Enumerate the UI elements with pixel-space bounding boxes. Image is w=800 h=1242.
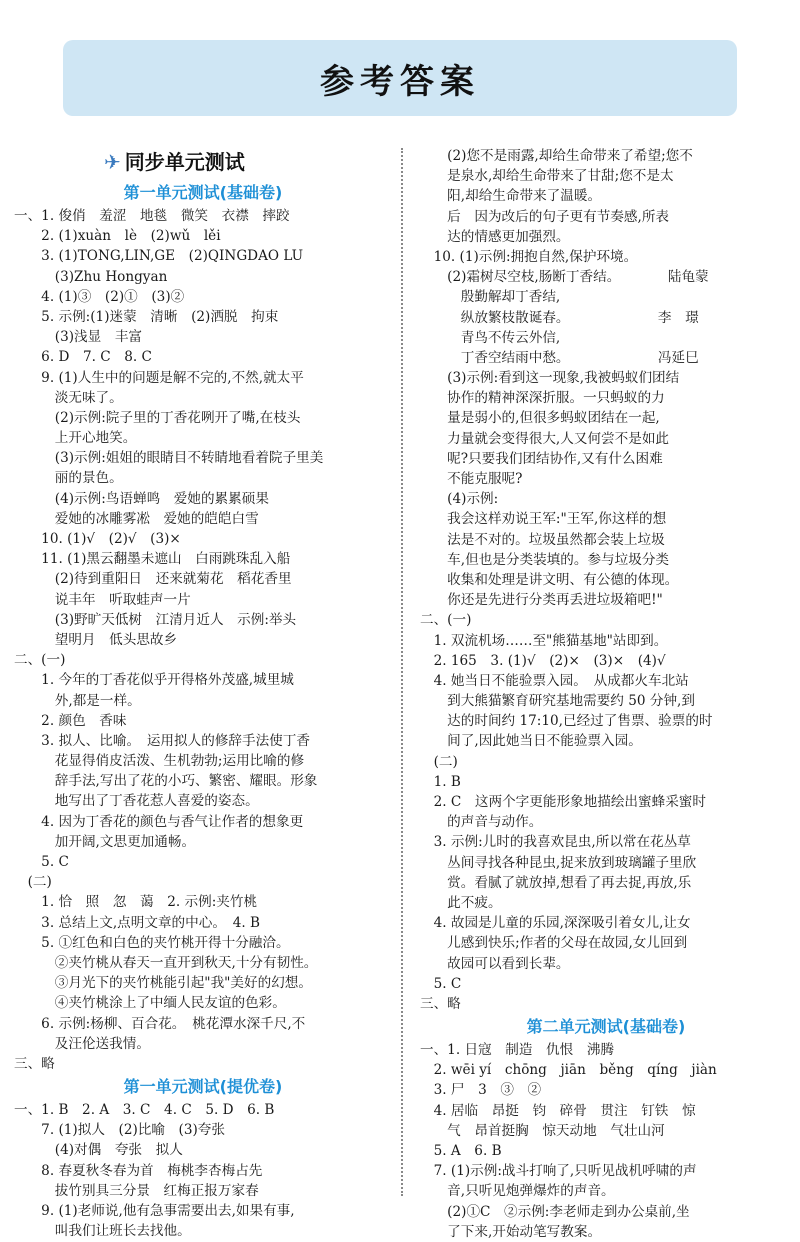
- answer-line: 收集和处理是讲文明、有公德的体现。: [420, 571, 679, 588]
- answer-line: (2)示例:院子里的丁香花咧开了嘴,在枝头: [14, 409, 301, 426]
- answer-line: 你还是先进行分类再丢进垃圾箱吧!": [420, 592, 663, 609]
- answer-line: 上开心地笑。: [14, 430, 137, 447]
- left-column: [14, 144, 392, 1241]
- answer-line: 10. (1)示例:拥抱自然,保护环境。: [420, 248, 638, 265]
- answer-line: 丁香空结雨中愁。 冯延巳: [420, 349, 699, 366]
- answer-line: 说丰年 听取蛙声一片: [14, 591, 191, 608]
- answer-line: 7. (1)拟人 (2)比喻 (3)夸张: [14, 1122, 225, 1139]
- answer-line: 9. (1)人生中的问题是解不完的,不然,就太平: [14, 369, 304, 386]
- answer-line: 3. 尸 3 ③ ②: [420, 1082, 542, 1099]
- answer-line: (二): [14, 874, 52, 891]
- answer-line: 丽的景色。: [14, 470, 123, 487]
- answer-line: 11. (1)黑云翻墨未遮山 白雨跳珠乱入船: [14, 551, 291, 568]
- answer-line: (3)浅显 丰富: [14, 329, 143, 346]
- answer-line: (2)①C ②示例:李老师走到办公桌前,坐: [420, 1203, 690, 1220]
- column-divider: [401, 148, 403, 1196]
- answer-line: 及汪伦送我情。: [14, 1035, 150, 1052]
- rocket-icon: ✈: [104, 150, 121, 174]
- answer-line: 辞手法,写出了花的小巧、繁密、耀眼。形象: [14, 773, 318, 790]
- answer-line: 不能克服呢?: [420, 471, 523, 487]
- answer-line: 5. ①红色和白色的夹竹桃开得十分融洽。: [14, 934, 290, 951]
- answer-line: ③月光下的夹竹桃能引起"我"美好的幻想。: [14, 975, 312, 992]
- answer-line: (2)您不是雨露,却给生命带来了希望;您不: [420, 148, 693, 164]
- answer-line: 我会这样劝说王军:"王军,你这样的想: [420, 511, 667, 528]
- answer-line: (4)示例:鸟语蝉鸣 爱她的累累硕果: [14, 490, 269, 507]
- answer-line: 是泉水,却给生命带来了甘甜;您不是太: [420, 168, 674, 185]
- page-title-banner: [63, 40, 737, 116]
- answer-line: 三、略: [14, 1055, 55, 1072]
- answer-line: 2. (1)xuàn lè (2)wǔ lěi: [14, 228, 221, 245]
- answer-line: 丛间寻找各种昆虫,捉来放到玻璃罐子里欣: [420, 854, 697, 871]
- answer-line: 到大熊猫繁育研究基地需要约 50 分钟,到: [420, 693, 695, 710]
- answer-line: 4. (1)③ (2)① (3)②: [14, 288, 185, 305]
- test-heading: 第一单元测试(基础卷): [123, 183, 283, 202]
- answer-line: 3. 示例:儿时的我喜欢昆虫,所以常在花丛草: [420, 834, 691, 851]
- answer-line: 4. 她当日不能验票入园。 从成都火车北站: [420, 672, 689, 689]
- answer-line: (3)Zhu Hongyan: [14, 268, 168, 285]
- answer-line: 4. 因为丁香花的颜色与香气让作者的想象更: [14, 813, 304, 830]
- test-heading: 第二单元测试(基础卷): [526, 1017, 686, 1037]
- answer-line: 5. A 6. B: [420, 1143, 502, 1159]
- answer-line: ②夹竹桃从春天一直开到秋天,十分有韧性。: [14, 954, 318, 971]
- section-title: [14, 144, 392, 180]
- answer-line: 音,只听见炮弹爆炸的声音。: [420, 1183, 615, 1200]
- answer-line: ④夹竹桃涂上了中缅人民友谊的色彩。: [14, 995, 286, 1012]
- answer-line: 一、1. B 2. A 3. C 4. C 5. D 6. B: [14, 1102, 275, 1119]
- answer-line: 间了,因此她当日不能验票入园。: [420, 733, 642, 750]
- answer-line: 加开阔,文思更加通畅。: [14, 833, 196, 850]
- answer-line: 1. 今年的丁香花似乎开得格外茂盛,城里城: [14, 672, 294, 689]
- answer-line: 1. B: [420, 773, 461, 790]
- left-answer-lines: [14, 180, 392, 1241]
- answer-line: 6. 示例:杨柳、百合花。 桃花潭水深千尺,不: [14, 1015, 306, 1032]
- answer-line: 2. C 这两个字更能形象地描绘出蜜蜂采蜜时: [420, 794, 706, 810]
- answer-line: 3. (1)TONG,LIN,GE (2)QINGDAO LU: [14, 248, 304, 265]
- answer-line: 4. 居临 昂挺 钧 碎骨 贯注 钉铁 惊: [420, 1102, 696, 1119]
- answer-line: (2)霜树尽空枝,肠断丁香结。 陆龟蒙: [420, 269, 709, 286]
- answer-line: (3)示例:姐姐的眼睛目不转睛地看着院子里美: [14, 450, 324, 467]
- answer-line: 叫我们让班长去找他。: [14, 1223, 191, 1240]
- answer-line: (二): [420, 753, 458, 770]
- answer-line: 10. (1)√ (2)√ (3)×: [14, 531, 181, 547]
- answer-line: (4)示例:: [420, 491, 499, 508]
- answer-line: 6. D 7. C 8. C: [14, 349, 152, 366]
- answer-line: (4)对偶 夸张 拟人: [14, 1142, 183, 1159]
- answer-line: 2. 颜色 香味: [14, 712, 127, 729]
- answer-line: 阳,却给生命带来了温暖。: [420, 188, 602, 205]
- answer-line: 5. 示例:(1)迷蒙 清晰 (2)洒脱 拘束: [14, 308, 279, 325]
- answer-line: 三、略: [420, 995, 461, 1012]
- answer-line: 爱她的冰雕雾凇 爱她的皑皑白雪: [14, 510, 259, 527]
- right-column: [420, 146, 792, 1242]
- answer-line: 达的时间约 17:10,已经过了售票、验票的时: [420, 713, 713, 730]
- answer-line: 赏。看腻了就放掉,想看了再去捉,再放,乐: [420, 874, 692, 891]
- answer-line: 9. (1)老师说,他有急事需要出去,如果有事,: [14, 1203, 295, 1219]
- answer-line: 车,但也是分类装填的。参与垃圾分类: [420, 551, 670, 568]
- answer-line: 协作的精神深深折服。一只蚂蚁的力: [420, 390, 665, 407]
- answer-line: 1. 双流机场……至"熊猫基地"站即到。: [420, 632, 668, 649]
- answer-line: 二、(一): [14, 652, 66, 669]
- answer-line: 达的情感更加强烈。: [420, 228, 570, 245]
- answer-line: 8. 春夏秋冬春为首 梅桃李杏梅占先: [14, 1162, 263, 1179]
- answer-line: 儿感到快乐;作者的父母在故园,女儿回到: [420, 935, 688, 952]
- answer-line: 花显得俏皮活泼、生机勃勃;运用比喻的修: [14, 753, 305, 770]
- answer-line: 1. 恰 照 忽 蔼 2. 示例:夹竹桃: [14, 894, 258, 911]
- answer-line: 力量就会变得很大,人又何尝不是如此: [420, 430, 670, 447]
- answer-line: 呢?只要我们团结协作,又有什么困难: [420, 450, 663, 467]
- right-answer-lines: [420, 146, 792, 1242]
- answer-line: 的声音与动作。: [420, 814, 543, 831]
- answer-line: 了下来,开始动笔写教案。: [420, 1223, 602, 1240]
- answer-line: 故园可以看到长辈。: [420, 955, 570, 972]
- answer-line: 望明月 低头思故乡: [14, 631, 178, 648]
- answer-line: 此不疲。: [420, 894, 502, 911]
- answer-line: 3. 总结上文,点明文章的中心。 4. B: [14, 914, 260, 931]
- answer-line: 5. C: [14, 854, 69, 870]
- answer-line: 殷勤解却丁香结,: [420, 289, 561, 306]
- test-heading: 第一单元测试(提优卷): [123, 1077, 283, 1097]
- answer-line: 5. C: [420, 975, 462, 992]
- answer-line: (3)野旷天低树 江清月近人 示例:举头: [14, 611, 297, 628]
- page-title: 参考答案: [320, 61, 480, 102]
- answer-line: 二、(一): [420, 612, 472, 629]
- answer-line: 2. 165 3. (1)√ (2)× (3)× (4)√: [420, 652, 666, 669]
- section-title-text: 同步单元测试: [124, 150, 245, 174]
- answer-line: 一、1. 日寇 制造 仇恨 沸腾: [420, 1042, 615, 1059]
- answer-line: 3. 拟人、比喻。 运用拟人的修辞手法使丁香: [14, 732, 310, 749]
- answer-line: 气 昂首挺胸 惊天动地 气壮山河: [420, 1122, 665, 1139]
- answer-line: 拔竹别具三分景 红梅正报万家春: [14, 1182, 259, 1199]
- answer-line: 地写出了丁香花惹人喜爱的姿态。: [14, 793, 259, 810]
- answer-line: 青鸟不传云外信,: [420, 329, 561, 346]
- answer-line: 2. wēi yí chōng jiān běng qíng jiàn: [420, 1062, 717, 1079]
- answer-line: 后 因为改后的句子更有节奏感,所表: [420, 208, 670, 225]
- answer-line: 纵放繁枝散诞春。 李 璟: [420, 309, 699, 326]
- answer-line: 淡无味了。: [14, 389, 123, 406]
- answer-line: 外,都是一样。: [14, 692, 141, 709]
- answer-line: 4. 故园是儿童的乐园,深深吸引着女儿,让女: [420, 915, 691, 932]
- answer-line: (3)示例:看到这一现象,我被蚂蚁们团结: [420, 370, 680, 387]
- answer-line: 7. (1)示例:战斗打响了,只听见战机呼啸的声: [420, 1163, 697, 1180]
- answer-line: 一、1. 俊俏 羞涩 地毯 微笑 衣襟 摔跤: [14, 208, 290, 224]
- answer-line: 法是不对的。垃圾虽然都会装上垃圾: [420, 531, 665, 548]
- answer-line: 量是弱小的,但很多蚂蚁团结在一起,: [420, 410, 660, 427]
- answer-line: (2)待到重阳日 还来就菊花 稻花香里: [14, 571, 292, 588]
